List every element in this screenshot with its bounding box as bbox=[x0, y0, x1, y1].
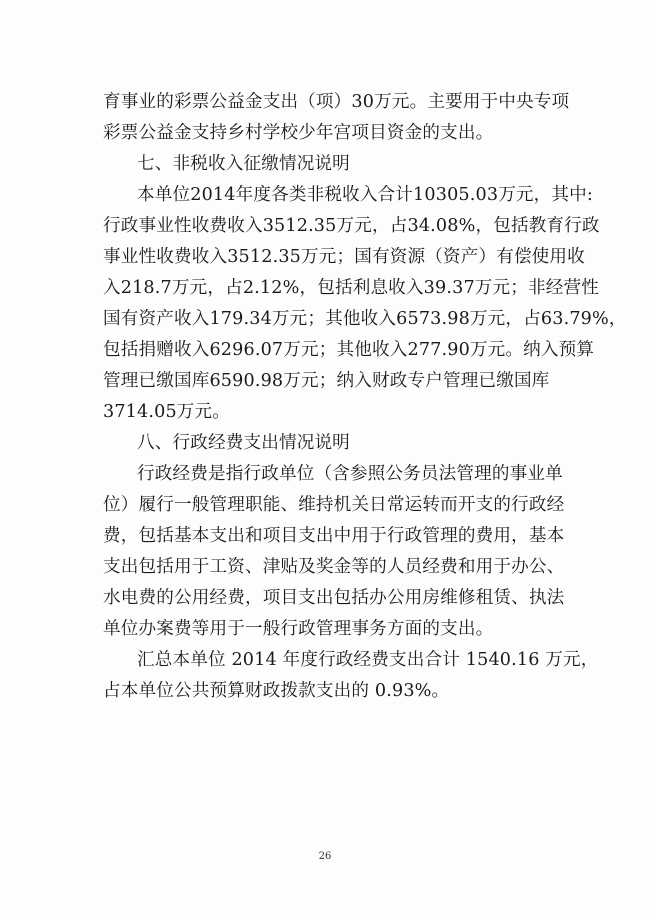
paragraph-line: 彩票公益金支持乡村学校少年宫项目资金的支出。 bbox=[103, 123, 494, 143]
paragraph-line: 包括捐赠收入6296.07万元；其他收入277.90万元。纳入预算 bbox=[103, 340, 595, 360]
paragraph-line: 费，包括基本支出和项目支出中用于行政管理的费用，基本 bbox=[103, 526, 565, 546]
paragraph-line: 行政经费是指行政单位（含参照公务员法管理的事业单 bbox=[137, 464, 563, 484]
paragraph-line: 3714.05万元。 bbox=[103, 402, 231, 422]
paragraph-line: 国有资产收入179.34万元；其他收入6573.98万元，占63.79%， bbox=[103, 309, 627, 329]
paragraph-line: 行政事业性收费收入3512.35万元，占34.08%，包括教育行政 bbox=[103, 216, 600, 236]
section-heading-admin-expenses: 八、行政经费支出情况说明 bbox=[137, 433, 350, 453]
paragraph-line: 入218.7万元，占2.12%，包括利息收入39.37万元；非经营性 bbox=[103, 278, 600, 298]
page-number: 26 bbox=[318, 851, 332, 862]
paragraph-line: 占本单位公共预算财政拨款支出的 0.93%。 bbox=[103, 681, 450, 701]
paragraph-line: 事业性收费收入3512.35万元；国有资源（资产）有偿使用收 bbox=[103, 247, 585, 267]
paragraph-line: 管理已缴国库6590.98万元；纳入财政专户管理已缴国库 bbox=[103, 371, 550, 391]
paragraph-line: 单位办案费等用于一般行政管理事务方面的支出。 bbox=[103, 619, 494, 639]
paragraph-line: 水电费的公用经费，项目支出包括办公用房维修租赁、执法 bbox=[103, 588, 565, 608]
paragraph-line: 位）履行一般管理职能、维持机关日常运转而开支的行政经 bbox=[103, 495, 565, 515]
paragraph-line: 支出包括用于工资、津贴及奖金等的人员经费和用于办公、 bbox=[103, 557, 565, 577]
paragraph-line: 汇总本单位 2014 年度行政经费支出合计 1540.16 万元， bbox=[137, 650, 599, 670]
paragraph-line: 育事业的彩票公益金支出（项）30万元。主要用于中央专项 bbox=[103, 92, 570, 112]
paragraph-line: 本单位2014年度各类非税收入合计10305.03万元，其中: bbox=[137, 185, 593, 205]
section-heading-non-tax-revenue: 七、非税收入征缴情况说明 bbox=[137, 154, 350, 174]
